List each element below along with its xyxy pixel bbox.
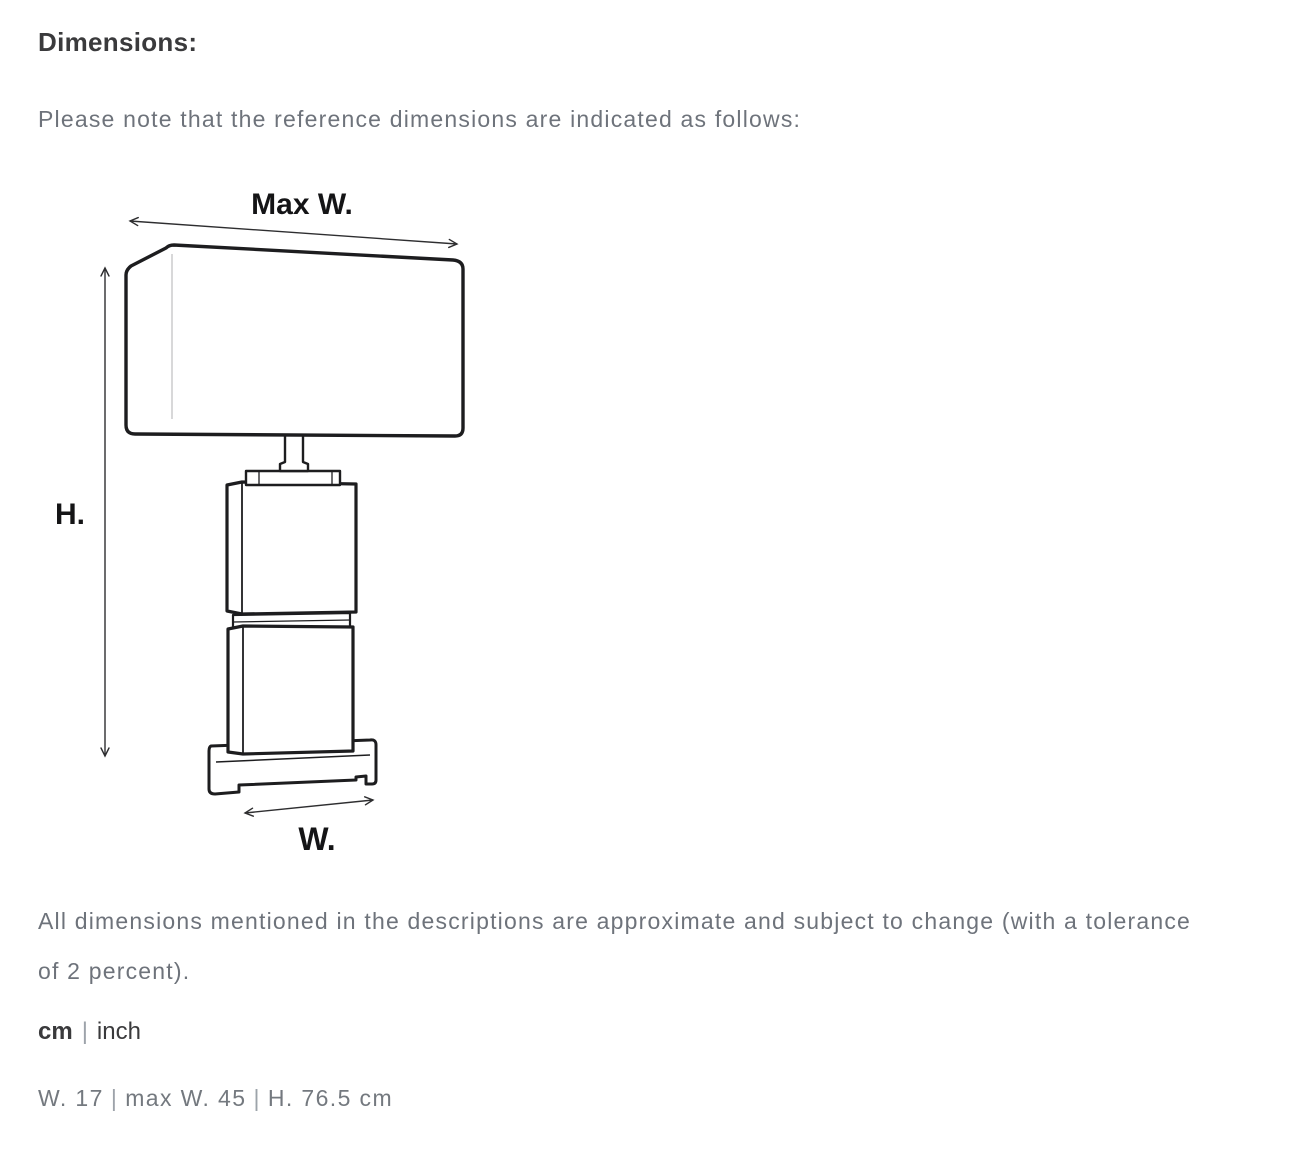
lamp-upper-block (227, 482, 356, 614)
unit-cm[interactable]: cm (38, 1018, 73, 1045)
intro-text: Please note that the reference dimensions are indicated as follows: (38, 106, 802, 132)
unit-inch[interactable]: inch (96, 1018, 141, 1045)
dimension-max-width: max W. 45 (125, 1085, 247, 1111)
dimension-height: H. 76.5 cm (267, 1085, 394, 1111)
height-label: H. (55, 498, 85, 531)
width-label: W. (298, 821, 336, 857)
lamp-shade (126, 245, 463, 436)
dimension-width: W. 17 (38, 1085, 104, 1111)
tolerance-note: All dimensions mentioned in the descriptions are approximate and subject to change (with a tolerance of 2 percent). (38, 908, 1192, 984)
unit-divider: | (81, 1018, 88, 1045)
lamp-lower-block (228, 626, 353, 754)
dimension-divider-2: | (253, 1085, 261, 1111)
lamp-dimension-diagram (45, 174, 485, 864)
dimension-divider-1: | (110, 1085, 119, 1111)
page-title: Dimensions: (38, 27, 198, 57)
max-width-label: Max W. (251, 188, 353, 221)
lamp-cap-plate (246, 471, 340, 485)
unit-toggle (38, 1017, 1272, 1047)
width-arrow (245, 800, 373, 813)
max-width-arrow (130, 221, 457, 244)
dimension-values (38, 1083, 1272, 1113)
lamp-diagram-svg (45, 174, 485, 864)
